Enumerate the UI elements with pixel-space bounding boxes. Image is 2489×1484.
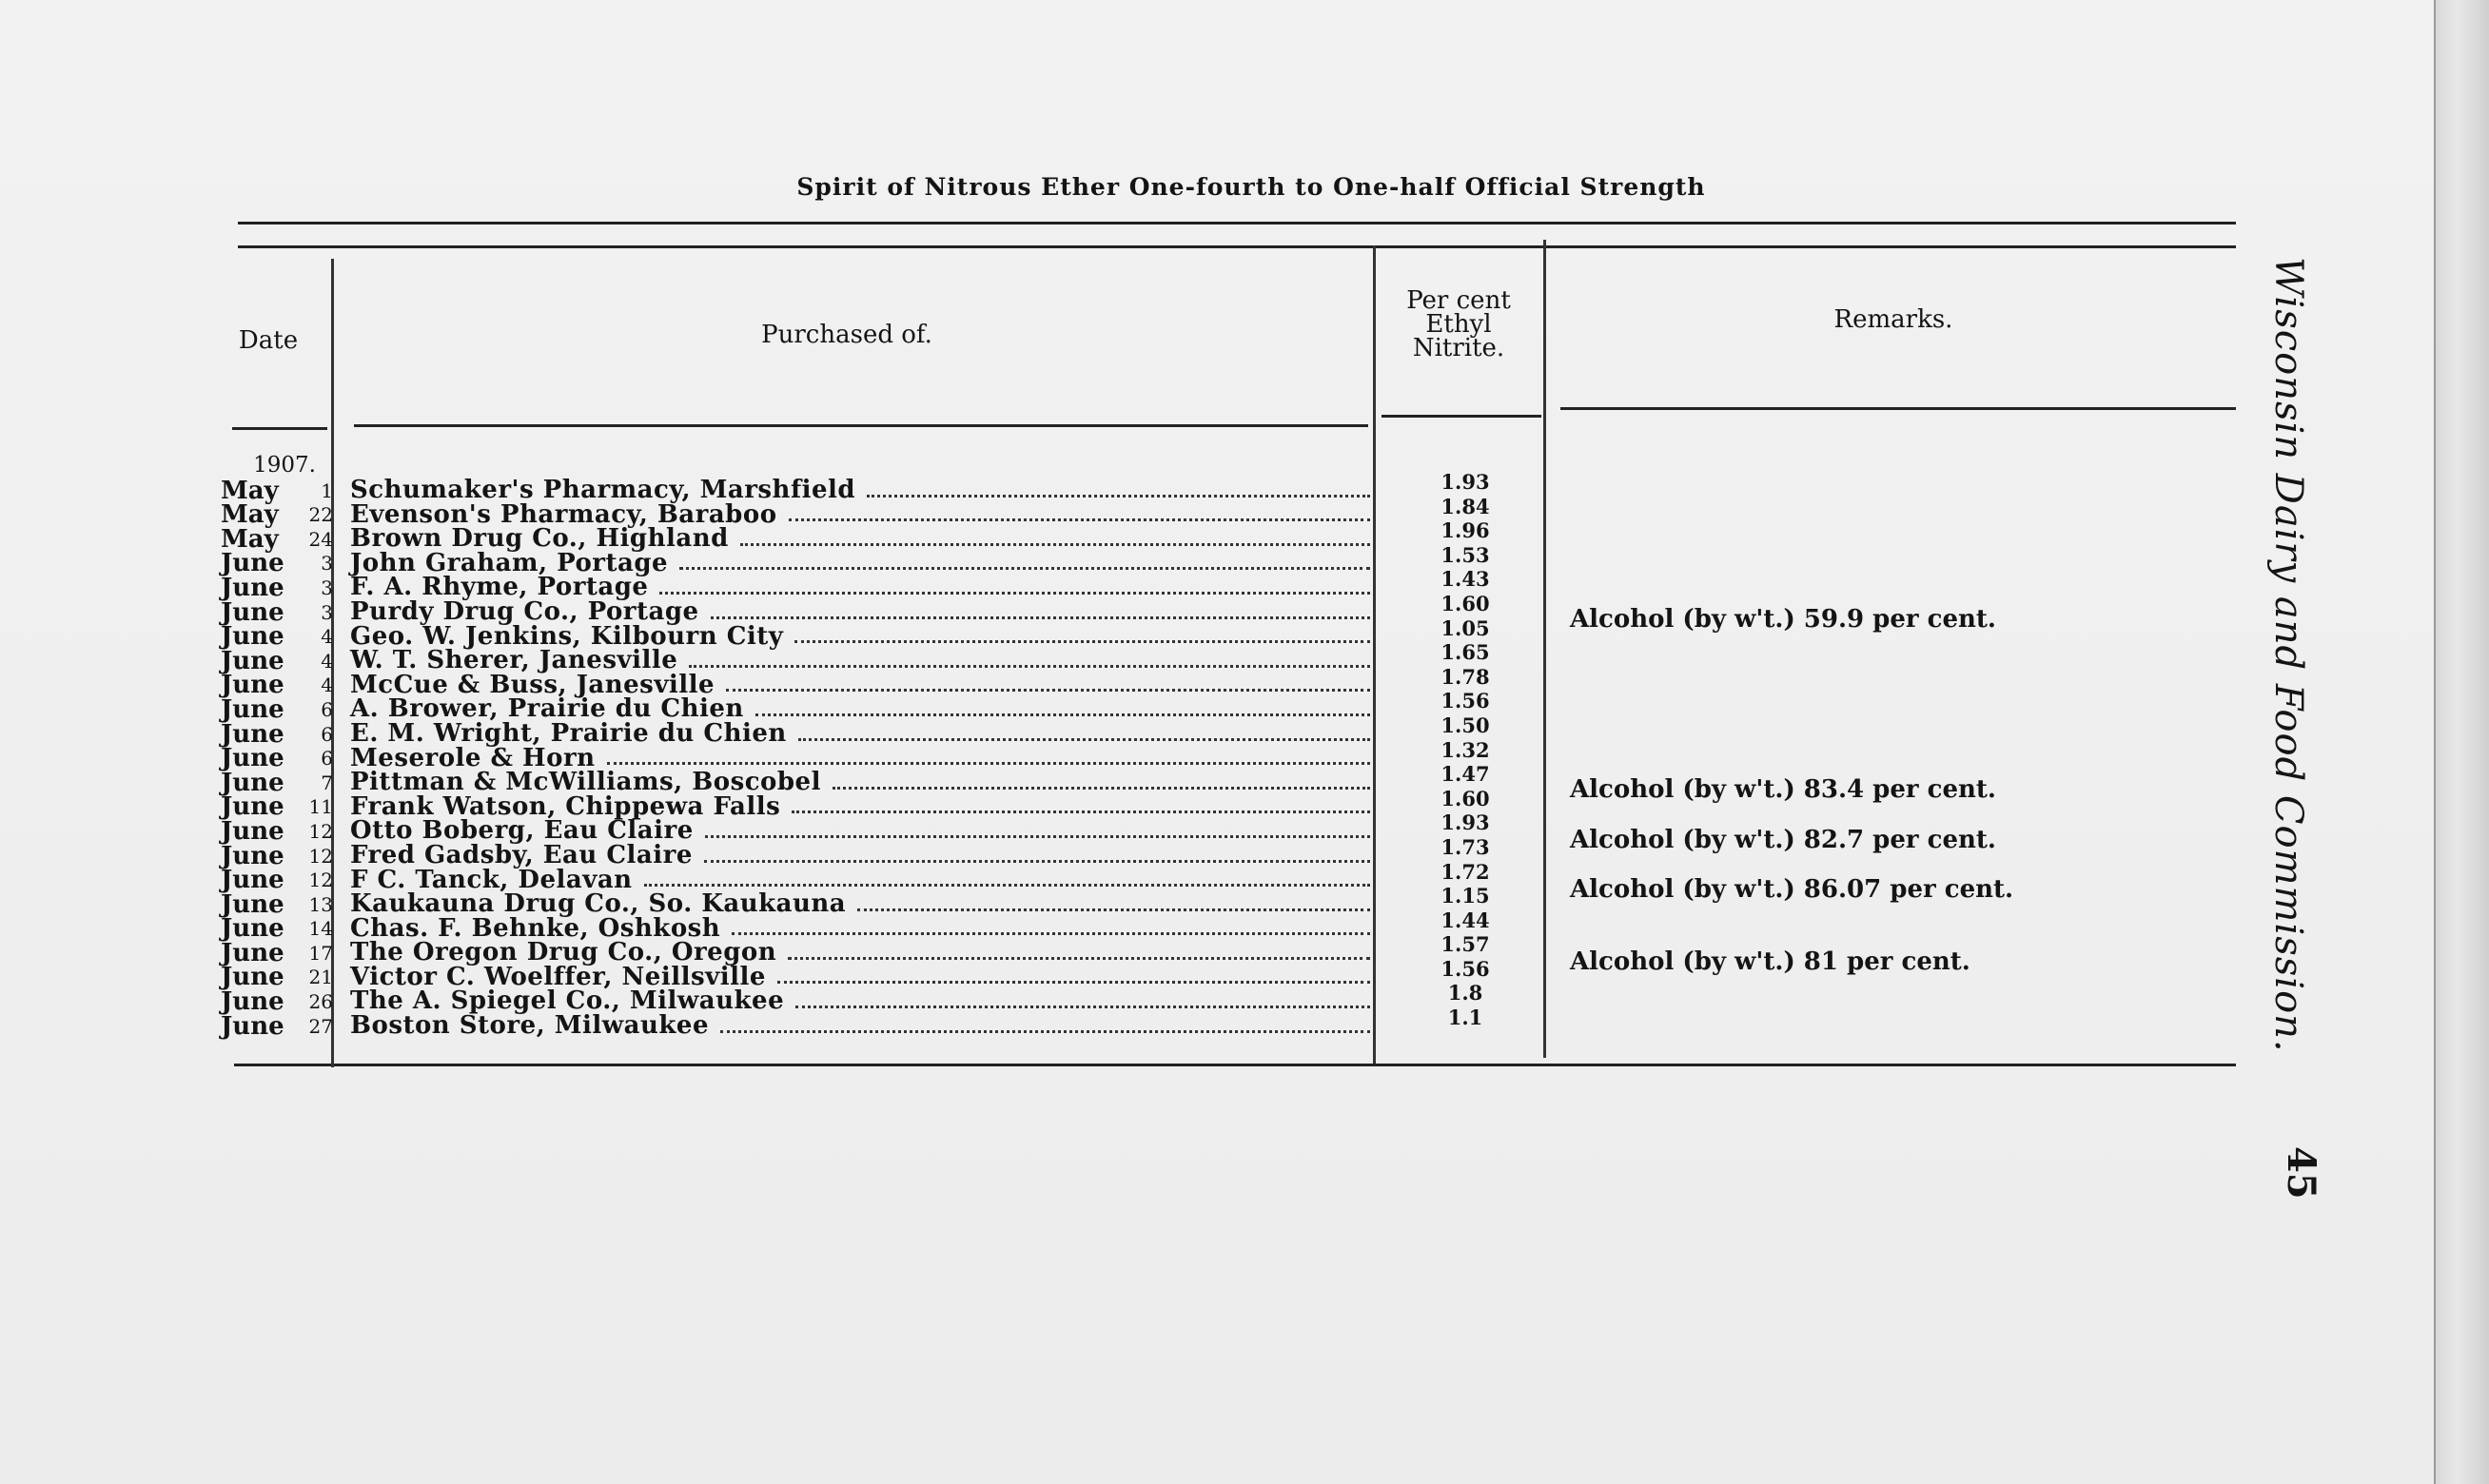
month: May <box>221 500 279 530</box>
table-row <box>350 718 1370 748</box>
top-rule-2 <box>238 245 2236 248</box>
date-cell <box>221 500 333 530</box>
day: 24 <box>308 527 333 551</box>
vendor-name: Chas. F. Behnke, Oshkosh <box>350 913 721 943</box>
vendor-name: Brown Drug Co., Highland <box>350 524 729 554</box>
month: June <box>221 622 284 652</box>
month: May <box>221 476 279 505</box>
vendor-name: W. T. Sherer, Janesville <box>350 646 678 675</box>
percent-value: 1.8 <box>1447 981 1483 1006</box>
day: 14 <box>308 917 333 941</box>
header-remarks: Remarks. <box>1833 305 1953 334</box>
percent-value: 1.32 <box>1440 737 1490 762</box>
leader-dots <box>607 747 1370 766</box>
header-pct-line-2: Ethyl <box>1425 310 1492 339</box>
header-underline-date <box>232 427 327 430</box>
percent-value: 1.15 <box>1440 884 1490 908</box>
month: June <box>221 671 284 700</box>
month: May <box>221 524 279 554</box>
date-cell <box>221 987 333 1017</box>
remark-woelffer: Alcohol (by w't.) 81 per cent. <box>1570 947 1970 976</box>
percent-value: 1.93 <box>1440 810 1490 835</box>
table-title: Spirit of Nitrous Ether One-fourth to One-half Official Strength <box>796 173 1706 201</box>
month: June <box>221 889 284 919</box>
leader-dots <box>726 674 1370 693</box>
date-cell <box>221 866 333 895</box>
date-cell <box>221 573 333 602</box>
day: 7 <box>321 771 333 794</box>
vendor-name: Fred Gadsby, Eau Claire <box>350 840 693 869</box>
vendor-name: Victor C. Woelffer, Neillsville <box>350 962 766 991</box>
percent-value: 1.60 <box>1440 786 1490 810</box>
day: 3 <box>321 600 333 624</box>
leader-dots <box>794 625 1370 644</box>
date-column <box>221 454 333 1039</box>
remark-watson: Alcohol (by w't.) 83.4 per cent. <box>1570 775 1996 804</box>
year-label: 1907. <box>253 453 316 478</box>
header-percent-ethyl-nitrite <box>1378 286 1539 362</box>
month: June <box>221 719 284 749</box>
month: June <box>221 792 284 822</box>
month: June <box>221 744 284 773</box>
vendor-name: F C. Tanck, Delavan <box>350 865 633 894</box>
month: June <box>221 646 284 675</box>
percent-value: 1.56 <box>1440 956 1490 981</box>
leader-dots <box>644 869 1370 888</box>
table-row <box>350 524 1370 554</box>
vendor-name: Boston Store, Milwaukee <box>350 1011 709 1041</box>
leader-dots <box>867 478 1370 498</box>
leader-dots <box>689 649 1370 668</box>
month: June <box>221 963 284 992</box>
month: June <box>221 768 284 797</box>
percent-value: 1.57 <box>1440 932 1490 957</box>
running-head: Wisconsin Dairy and Food Commission. <box>2266 257 2310 1053</box>
date-cell <box>221 694 333 724</box>
leader-dots <box>720 1014 1370 1033</box>
header-pct-line-3: Nitrite. <box>1412 334 1505 362</box>
leader-dots <box>659 576 1370 595</box>
header-pct-line-1: Per cent <box>1406 286 1511 315</box>
vendor-name: Kaukauna Drug Co., So. Kaukauna <box>350 889 847 919</box>
leader-dots <box>679 552 1370 571</box>
month: June <box>221 597 284 627</box>
column-divider-2 <box>1373 245 1376 1064</box>
vendor-name: Schumaker's Pharmacy, Marshfield <box>350 476 856 504</box>
month: June <box>221 694 284 724</box>
percent-value: 1.56 <box>1440 689 1490 713</box>
day: 4 <box>321 649 333 673</box>
vendor-name: McCue & Buss, Janesville <box>350 670 715 699</box>
date-cell <box>221 816 333 846</box>
day: 26 <box>308 990 333 1014</box>
day: 1 <box>321 478 333 502</box>
day: 4 <box>321 674 333 697</box>
remark-jenkins: Alcohol (by w't.) 59.9 per cent. <box>1570 605 1996 634</box>
table-row <box>350 840 1370 869</box>
leader-dots <box>798 722 1370 741</box>
percent-value: 1.50 <box>1440 713 1490 737</box>
header-underline-pct <box>1382 415 1541 418</box>
purchased-column <box>350 478 1370 1039</box>
vendor-name: The A. Spiegel Co., Milwaukee <box>350 986 785 1016</box>
leader-dots <box>857 892 1370 911</box>
vendor-name: F. A. Rhyme, Portage <box>350 573 649 602</box>
bottom-rule <box>234 1064 2236 1066</box>
vendor-name: Geo. W. Jenkins, Kilbourn City <box>350 621 784 651</box>
vendor-name: Evenson's Pharmacy, Baraboo <box>350 499 777 529</box>
month: June <box>221 866 284 895</box>
table-row <box>350 1011 1370 1041</box>
date-cell <box>221 744 333 773</box>
percent-value: 1.05 <box>1440 615 1490 640</box>
percent-value: 1.78 <box>1440 664 1490 689</box>
table-row <box>350 768 1370 797</box>
percent-value: 1.96 <box>1440 518 1490 543</box>
vendor-name: John Graham, Portage <box>350 548 669 577</box>
percent-value: 1.53 <box>1440 542 1490 567</box>
percent-value: 1.60 <box>1440 591 1490 615</box>
month: June <box>221 914 284 944</box>
month: June <box>221 816 284 846</box>
leader-dots <box>789 503 1370 522</box>
vendor-name: Frank Watson, Chippewa Falls <box>350 791 781 821</box>
leader-dots <box>732 917 1370 936</box>
day: 21 <box>308 966 333 989</box>
leader-dots <box>740 527 1370 546</box>
percent-value: 1.1 <box>1447 1006 1483 1030</box>
day: 3 <box>321 552 333 576</box>
month: June <box>221 841 284 870</box>
vendor-name: Meserole & Horn <box>350 743 596 772</box>
vendor-name: E. M. Wright, Prairie du Chien <box>350 718 787 748</box>
column-divider-3 <box>1543 240 1546 1058</box>
table-row <box>350 646 1370 675</box>
header-underline-purchased <box>354 424 1368 427</box>
remark-kaukauna: Alcohol (by w't.) 86.07 per cent. <box>1570 875 2014 904</box>
percent-value: 1.44 <box>1440 908 1490 932</box>
remark-gadsby: Alcohol (by w't.) 82.7 per cent. <box>1570 826 1996 854</box>
percent-column <box>1389 470 1541 1030</box>
day: 22 <box>308 503 333 527</box>
leader-dots <box>795 989 1370 1008</box>
day: 13 <box>308 892 333 916</box>
day: 11 <box>308 795 333 819</box>
day: 12 <box>308 844 333 868</box>
day: 6 <box>321 697 333 721</box>
vendor-name: A. Brower, Prairie du Chien <box>350 694 744 724</box>
vendor-name: Otto Boberg, Eau Claire <box>350 816 694 846</box>
month: June <box>221 573 284 602</box>
percent-value: 1.84 <box>1440 494 1490 518</box>
day: 12 <box>308 819 333 843</box>
month: June <box>221 1011 284 1041</box>
percent-value: 1.73 <box>1440 834 1490 859</box>
month: June <box>221 549 284 578</box>
header-underline-remarks <box>1560 407 2236 410</box>
leader-dots <box>711 600 1370 619</box>
page-edge <box>2434 0 2489 1484</box>
percent-value: 1.72 <box>1440 859 1490 884</box>
day: 12 <box>308 869 333 892</box>
day: 17 <box>308 941 333 965</box>
percent-value: 1.65 <box>1440 640 1490 665</box>
table-row <box>350 478 1370 503</box>
header-purchased: Purchased of. <box>761 321 932 349</box>
table-row <box>350 889 1370 919</box>
leader-dots <box>833 771 1370 790</box>
vendor-name: Pittman & McWilliams, Boscobel <box>350 768 821 797</box>
leader-dots <box>777 966 1370 985</box>
header-date: Date <box>238 326 299 355</box>
leader-dots <box>792 795 1370 814</box>
vendor-name: The Oregon Drug Co., Oregon <box>350 938 777 967</box>
percent-value: 1.47 <box>1440 762 1490 787</box>
date-cell <box>221 622 333 652</box>
leader-dots <box>788 941 1370 960</box>
day: 6 <box>321 722 333 746</box>
top-rule <box>238 222 2236 225</box>
day: 3 <box>321 576 333 599</box>
page-number: 45 <box>2279 1146 2323 1200</box>
day: 6 <box>321 747 333 771</box>
day: 27 <box>308 1014 333 1038</box>
table-row <box>350 596 1370 626</box>
month: June <box>221 938 284 967</box>
leader-dots <box>704 844 1370 863</box>
leader-dots <box>755 697 1370 716</box>
leader-dots <box>705 819 1370 838</box>
percent-value: 1.43 <box>1440 567 1490 592</box>
percent-value: 1.93 <box>1440 470 1490 494</box>
month: June <box>221 987 284 1017</box>
day: 4 <box>321 625 333 649</box>
date-cell <box>221 1011 333 1041</box>
vendor-name: Purdy Drug Co., Portage <box>350 596 699 626</box>
